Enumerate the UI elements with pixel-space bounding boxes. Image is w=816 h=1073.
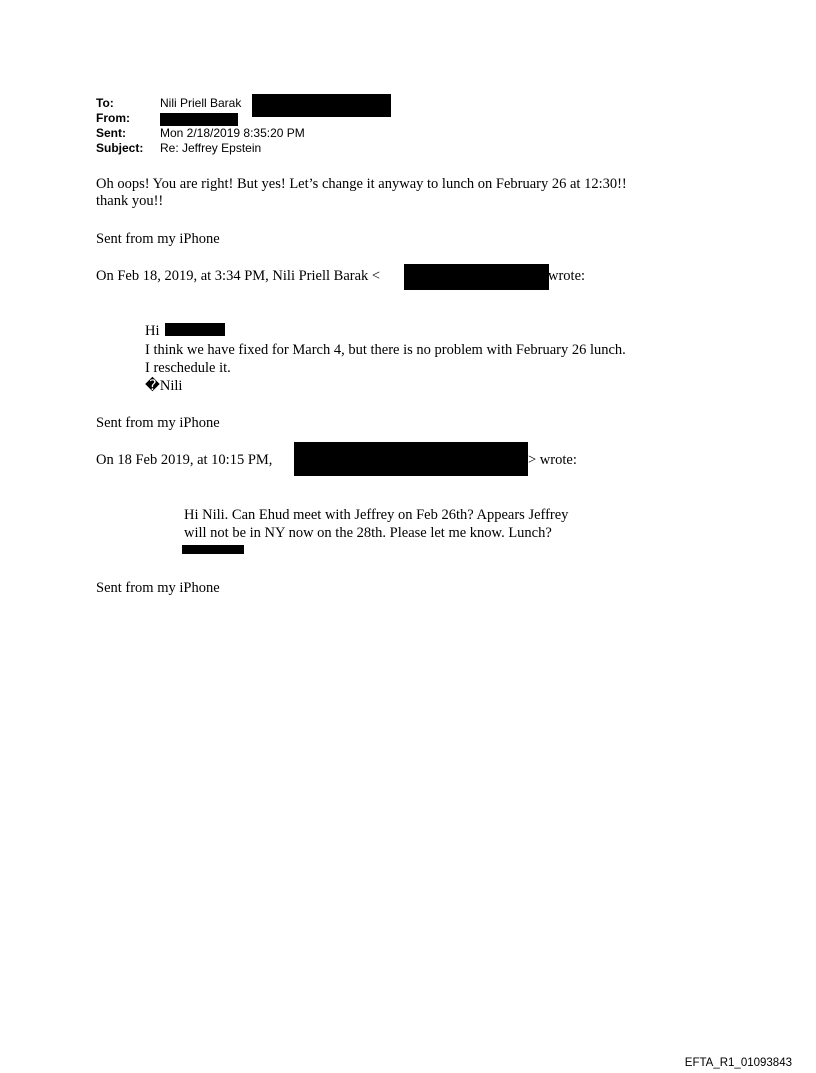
to-value: Nili Priell Barak [160, 96, 242, 110]
from-label: From: [96, 111, 130, 125]
quote1-line-1: I think we have fixed for March 4, but there is no problem with February 26 lunch. [145, 342, 626, 358]
redaction-from [160, 113, 238, 126]
signature-1: Sent from my iPhone [96, 231, 220, 247]
redaction-quote2-email [294, 442, 528, 476]
quote1-greeting: Hi [145, 323, 160, 339]
redaction-quote1-name [165, 323, 225, 336]
subject-label: Subject: [96, 141, 144, 155]
reply-line-1: Oh oops! You are right! But yes! Let’s change it anyway to lunch on February 26 at 12:30!! [96, 176, 627, 192]
redaction-to-email [252, 94, 391, 117]
quote1-intro-prefix: On Feb 18, 2019, at 3:34 PM, Nili Priell Barak < [96, 268, 381, 284]
redaction-quote2-signature [182, 545, 244, 554]
quote2-intro-prefix: On 18 Feb 2019, at 10:15 PM, [96, 452, 273, 468]
quote1-signoff: �Nili [145, 378, 183, 394]
quote2-line-2: will not be in NY now on the 28th. Please let me know. Lunch? [184, 525, 552, 541]
sent-value: Mon 2/18/2019 8:35:20 PM [160, 126, 305, 140]
sent-label: Sent: [96, 126, 126, 140]
quote1-intro-suffix: wrote: [548, 268, 586, 284]
redaction-quote1-email [404, 264, 549, 290]
reply-line-2: thank you!! [96, 193, 164, 209]
quote2-line-1: Hi Nili. Can Ehud meet with Jeffrey on Feb 26th? Appears Jeffrey [184, 507, 569, 523]
quote1-line-2: I reschedule it. [145, 360, 231, 376]
signature-3: Sent from my iPhone [96, 580, 220, 596]
document-id: EFTA_R1_01093843 [684, 1057, 792, 1069]
signature-2: Sent from my iPhone [96, 415, 220, 431]
quote2-intro-suffix: > wrote: [528, 452, 577, 468]
subject-value: Re: Jeffrey Epstein [160, 141, 262, 155]
to-label: To: [96, 96, 114, 110]
